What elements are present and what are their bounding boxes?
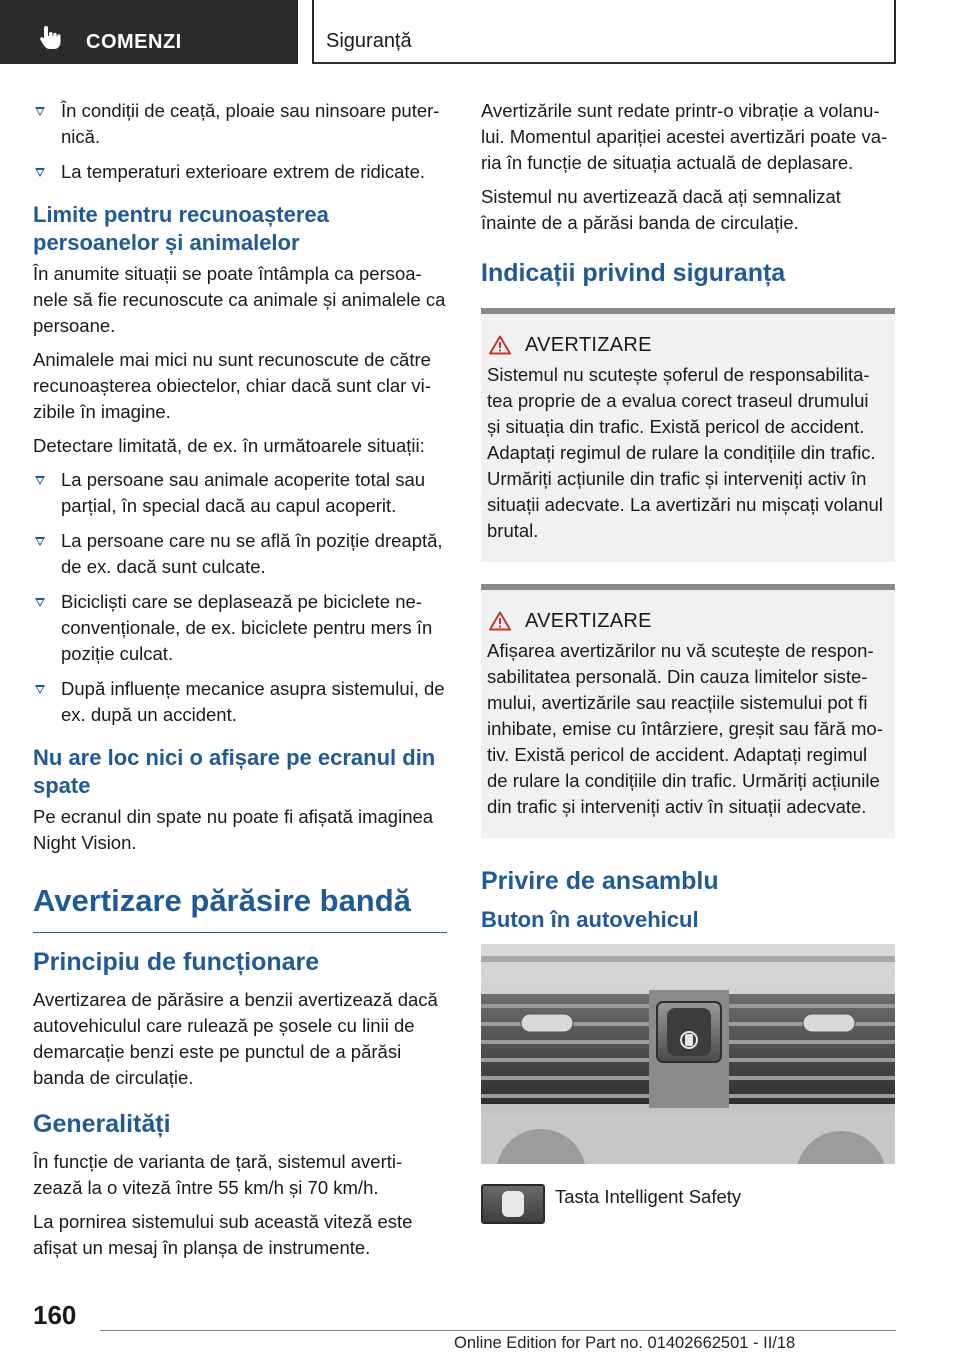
heading-safety: Indicații privind siguranța [481, 259, 786, 287]
dashboard-photo [481, 944, 895, 1164]
chapter-heading-lane-departure: Avertizare părăsire bandă [33, 882, 447, 933]
warning-title: AVERTIZARE [487, 332, 887, 358]
bullet-triangle-icon [35, 537, 45, 546]
paragraph: La pornirea sistemului sub această viteză este afișat un mesaj în planșa de instrumente. [33, 1211, 413, 1258]
warning-text: Sistemul nu scutește șoferul de responsabilita-tea proprie de a evalua corect traseul drumului și situația din trafic. Există pericol de accident. Adaptați regimul de rulare la condițiile din trafic. Urmăriți acțiunile din trafic și interveniți activ în situații adecvate. La avertizări nu mișcați volanul brutal. [487, 364, 883, 541]
heading-overview: Privire de ansamblu [481, 867, 719, 895]
heading-limits: Limite pentru recunoașterea persoanelor și animalelor [33, 202, 329, 255]
hand-pointer-icon [38, 24, 64, 50]
footer-edition: Online Edition for Part no. 01402662501 - II/18 [454, 1334, 796, 1352]
right-column [481, 98, 895, 1224]
bullet-triangle-icon [35, 476, 45, 485]
paragraph: Avertizarea de părăsire a benzii avertizează dacă autovehiculul care rulează pe șosele cu linii de demarcație benzi este pe punctul de a părăsi banda de circulație. [33, 989, 438, 1088]
heading-rear-screen: Nu are loc nici o afișare pe ecranul din spate [33, 745, 436, 798]
list-item: În condiții de ceață, ploaie sau ninsoare puter-nică. [33, 98, 447, 150]
paragraph: În anumite situații se poate întâmpla ca persoa-nele să fie recunoscute ca animale și animalele ca persoane. [33, 263, 446, 336]
list-item: La persoane sau animale acoperite total sau parțial, în special dacă au capul acoperit. [33, 467, 447, 519]
left-column [33, 98, 447, 1269]
heading-button: Buton în autovehicul [481, 907, 699, 932]
list-item: La persoane care nu se află în poziție dreaptă, de ex. dacă sunt culcate. [33, 528, 447, 580]
list-item: La temperaturi exterioare extrem de ridicate. [33, 159, 447, 185]
bullet-triangle-icon [35, 168, 45, 177]
bullet-list-limits [33, 467, 447, 728]
warning-text: Afișarea avertizărilor nu vă scutește de respon-sabilitatea personală. Din cauza limitelor siste-mului, avertizările sau reacțiile sistemului pot fi inhibate, emise cu întârziere, greșit sau fără mo-tiv. Există pericol de accident. Adaptați regimul de rulare la condițiile din trafic. Urmăriți acțiunile din trafic și interveniți activ în situații adecvate. [487, 640, 883, 817]
photo-caption: Tasta Intelligent Safety [555, 1186, 742, 1207]
heading-principle: Principiu de funcționare [33, 948, 320, 976]
breadcrumb-text: Siguranță [326, 30, 412, 52]
intelligent-safety-key-icon [481, 1184, 545, 1224]
paragraph: Detectare limitată, de ex. în următoarele situații: [33, 435, 425, 456]
bullet-triangle-icon [35, 598, 45, 607]
warning-title: AVERTIZARE [487, 608, 887, 634]
section-tab[interactable] [0, 0, 298, 64]
heading-general: Generalități [33, 1110, 171, 1138]
paragraph: Pe ecranul din spate nu poate fi afișată imaginea Night Vision. [33, 806, 434, 853]
list-item: După influențe mecanice asupra sistemului, de ex. după un accident. [33, 676, 447, 728]
caption-row [481, 1184, 895, 1224]
section-tab-label: COMENZI [86, 31, 182, 53]
paragraph: În funcție de varianta de țară, sistemul averti-zează la o viteză între 55 km/h și 70 km/h. [33, 1151, 403, 1198]
warning-triangle-icon [489, 335, 511, 355]
dashboard-vents-image [481, 944, 895, 1164]
paragraph: Avertizările sunt redate printr-o vibrație a volanu-lui. Momentul apariției acestei avertizări poate va-ria în funcție de situația actuală de deplasare. [481, 100, 888, 173]
bullet-list-conditions [33, 98, 447, 185]
warning-triangle-icon [489, 611, 511, 631]
paragraph: Sistemul nu avertizează dacă ați semnalizat înainte de a părăsi banda de circulație. [481, 186, 841, 233]
paragraph: Animalele mai mici nu sunt recunoscute de către recunoașterea obiectelor, chiar dacă sunt clar vi-zibile în imagine. [33, 349, 431, 422]
bullet-triangle-icon [35, 107, 45, 116]
warning-box [481, 584, 895, 838]
list-item: Bicicliști care se deplasează pe biciclete ne-convenționale, de ex. biciclete pentru mers în poziție culcat. [33, 589, 447, 667]
warning-box [481, 308, 895, 562]
page-number: 160 [33, 1300, 77, 1330]
bullet-triangle-icon [35, 685, 45, 694]
breadcrumb [312, 0, 896, 64]
footer-divider [100, 1330, 896, 1331]
